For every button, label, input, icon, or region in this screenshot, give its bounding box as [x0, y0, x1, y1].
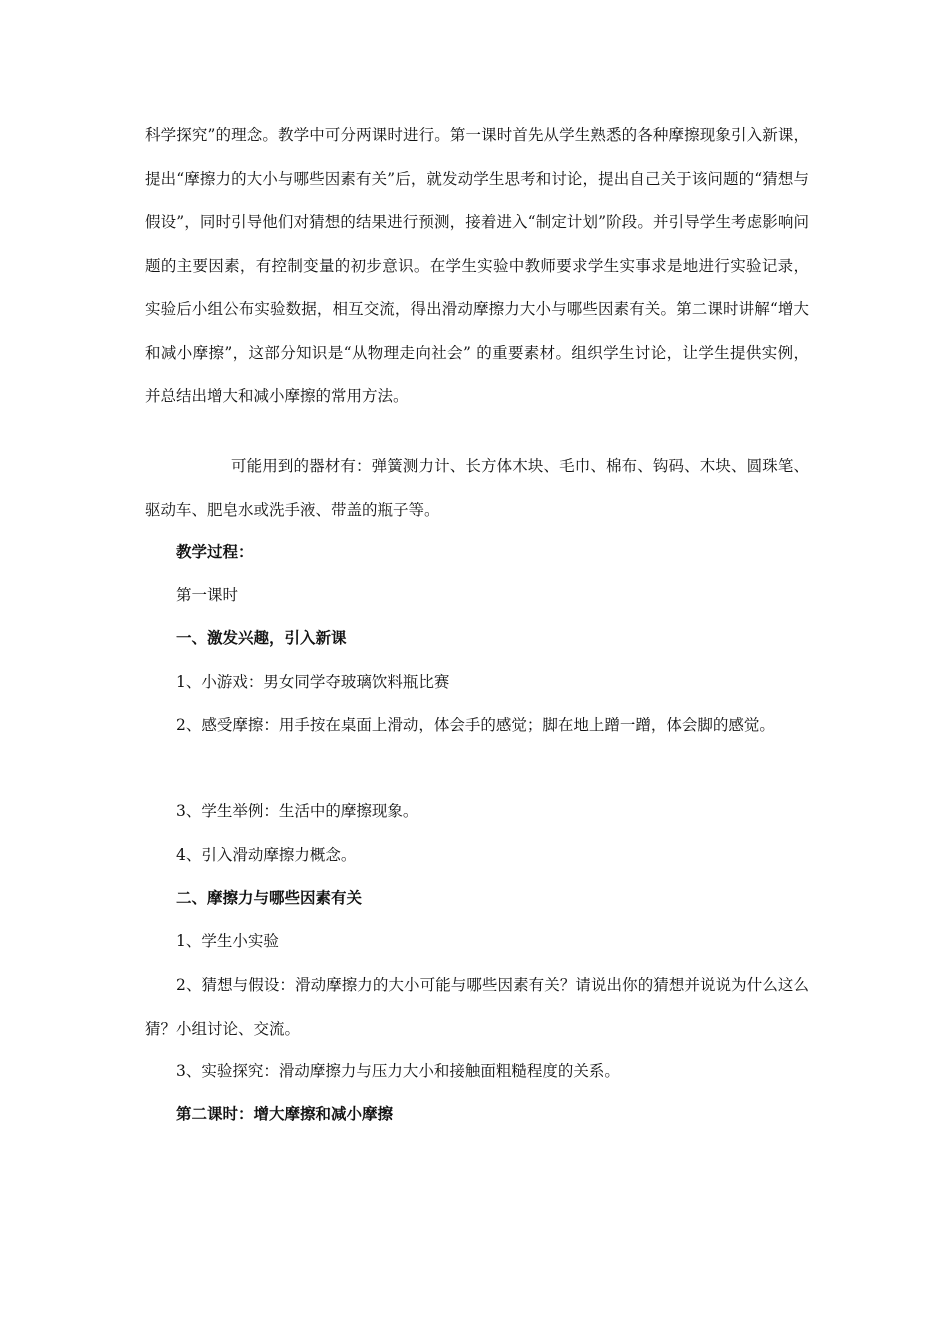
intro-paragraph: 科学探究”的理念。教学中可分两课时进行。第一课时首先从学生熟悉的各种摩擦现象引入新课，提出“摩擦力的大小与哪些因素有关”后，就发动学生思考和讨论，提出自己关于该问题的“猜想与假设”，同时引导他们对猜想的结果进行预测，接着进入“制定计划”阶段。并引导学生考虑影响问题的主要因素，有控制变量的初步意识。在学生实验中教师要求学生实事求是地进行实验记录，实验后小组公布实验数据，相互交流，得出滑动摩擦力大小与哪些因素有关。第二课时讲解“增大和减小摩擦”，这部分知识是“从物理走向社会” 的重要素材。组织学生讨论，让学生提供实例，并总结出增大和减小摩擦的常用方法。	[145, 126, 809, 405]
list-item: 2、猜想与假设：滑动摩擦力的大小可能与哪些因素有关？请说出你的猜想并说说为什么这么猜？小组讨论、交流。	[145, 976, 809, 1038]
process-heading: 教学过程：	[176, 543, 254, 561]
list-item: 1、小游戏：男女同学夺玻璃饮料瓶比赛	[176, 673, 450, 691]
materials-paragraph: 可能用到的器材有：弹簧测力计、长方体木块、毛巾、棉布、钩码、木块、圆珠笔、驱动车、肥皂水或洗手液、带盖的瓶子等。	[145, 457, 809, 519]
section-two-heading: 二、摩擦力与哪些因素有关	[176, 889, 363, 907]
list-item: 2、感受摩擦：用手按在桌面上滑动，体会手的感觉；脚在地上蹭一蹭，体会脚的感觉。	[176, 716, 775, 734]
list-item: 1、学生小实验	[176, 932, 279, 950]
list-item: 4、引入滑动摩擦力概念。	[176, 846, 357, 864]
lesson-one-label: 第一课时	[176, 586, 239, 604]
section-one-heading: 一、激发兴趣，引入新课	[176, 629, 347, 647]
list-item: 3、学生举例：生活中的摩擦现象。	[176, 802, 419, 820]
list-item: 3、实验探究：滑动摩擦力与压力大小和接触面粗糙程度的关系。	[176, 1062, 620, 1080]
lesson-two-heading: 第二课时：增大摩擦和减小摩擦	[176, 1105, 394, 1123]
